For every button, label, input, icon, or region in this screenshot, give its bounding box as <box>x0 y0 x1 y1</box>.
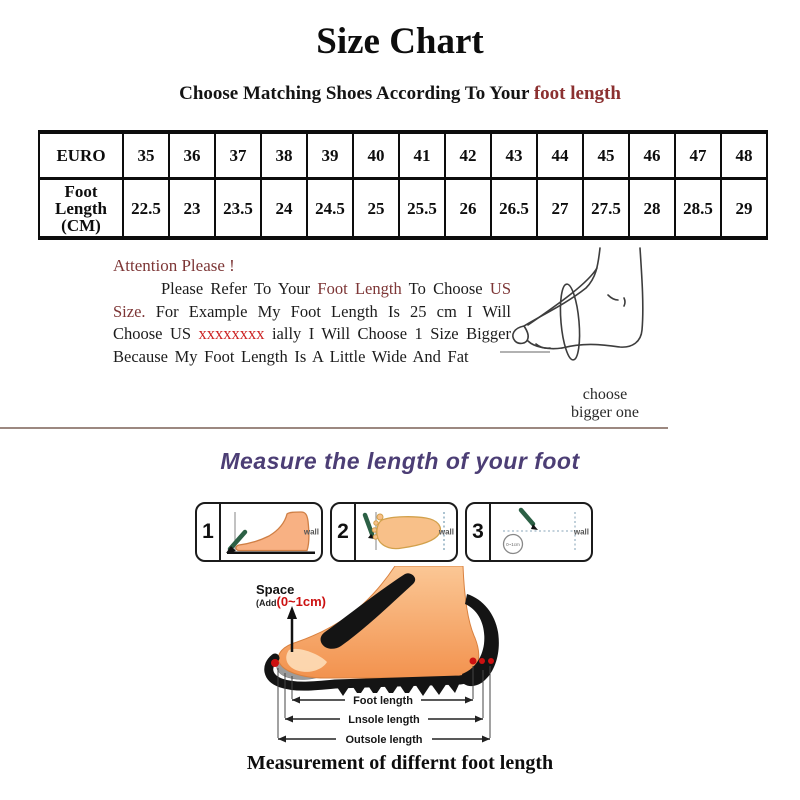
step-number: 1 <box>202 520 214 543</box>
sketch-big-toe <box>513 326 528 343</box>
measure-heading: Measure the length of your foot <box>220 448 580 474</box>
attention-foot-length: Foot Length <box>317 279 402 298</box>
euro-size-cell: 35 <box>123 132 169 179</box>
toe-bump <box>372 528 376 532</box>
attention-paragraph <box>113 278 511 368</box>
footer-caption: Measurement of differnt foot length <box>246 752 554 774</box>
marker-pen-icon <box>521 510 533 524</box>
foot-length-label: Foot length <box>353 695 413 707</box>
sketch-ankle-tick-2 <box>624 298 625 306</box>
space-range: (0~1cm) <box>276 594 326 609</box>
choose-bigger-line2: bigger one <box>571 404 639 421</box>
subtitle-highlight: foot length <box>533 83 621 104</box>
size-table <box>38 130 768 240</box>
measure-steps <box>195 502 593 562</box>
foot-sketch-illustration <box>500 238 725 378</box>
step-panel-2 <box>330 502 458 562</box>
outsole-length-label: Outsole length <box>345 734 423 746</box>
euro-size-cell: 40 <box>353 132 399 179</box>
footprint-top-view <box>377 517 441 549</box>
foot-length-cell: 25 <box>353 179 399 239</box>
foot-length-cell: 26.5 <box>491 179 537 239</box>
wall-label: wall <box>438 527 454 537</box>
heel-point-dot <box>470 658 477 665</box>
euro-size-cell: 43 <box>491 132 537 179</box>
foot-length-cell: 25.5 <box>399 179 445 239</box>
euro-size-cell: 45 <box>583 132 629 179</box>
toe-bump <box>373 535 377 539</box>
euro-size-cell: 44 <box>537 132 583 179</box>
euro-size-cell: 47 <box>675 132 721 179</box>
measure-circle-label: 0~1cm <box>506 542 520 547</box>
euro-size-cell: 38 <box>261 132 307 179</box>
space-allowance-label <box>256 584 326 609</box>
foot-length-dimension <box>292 693 473 707</box>
foot-length-cell: 26 <box>445 179 491 239</box>
sketch-instep-line <box>528 268 597 325</box>
sketch-leg-heel <box>562 248 643 348</box>
euro-row-header: EURO <box>39 132 123 179</box>
foot-length-cell: 23 <box>169 179 215 239</box>
size-table-cm-row <box>39 179 767 239</box>
foot-length-cell: 23.5 <box>215 179 261 239</box>
sketch-toe-bump <box>536 344 550 348</box>
heel-point-dot <box>488 658 494 664</box>
space-word: Space <box>256 582 295 597</box>
foot-length-cell: 24 <box>261 179 307 239</box>
foot-length-cell: 28 <box>629 179 675 239</box>
foot-length-cell: 29 <box>721 179 767 239</box>
toe-point-dot <box>271 659 279 667</box>
attention-us-size: US Size. <box>113 279 511 321</box>
page-title: Size Chart <box>316 21 484 62</box>
euro-size-cell: 36 <box>169 132 215 179</box>
insole-length-dimension <box>285 712 483 726</box>
foot-length-cell: 27 <box>537 179 583 239</box>
choose-bigger-note <box>543 386 667 422</box>
step-number: 3 <box>472 520 484 543</box>
foot-length-cell: 22.5 <box>123 179 169 239</box>
floor-line <box>227 552 315 555</box>
attention-text: To Choose <box>401 279 490 298</box>
foot-length-cell: 28.5 <box>675 179 721 239</box>
attention-text: Please Refer To Your <box>161 279 318 298</box>
wall-label: wall <box>573 527 589 537</box>
size-table-euro-row <box>39 132 767 179</box>
space-add-prefix: (Add <box>256 598 277 608</box>
attention-title: Attention Please ! <box>113 256 235 275</box>
cm-row-header: Foot Length (CM) <box>39 179 123 239</box>
section-divider <box>0 427 668 429</box>
subtitle-text: Choose Matching Shoes According To Your <box>179 83 534 104</box>
subtitle <box>0 83 800 105</box>
foot-length-cell: 24.5 <box>307 179 353 239</box>
attention-section <box>113 256 511 368</box>
euro-size-cell: 48 <box>721 132 767 179</box>
euro-size-cell: 37 <box>215 132 261 179</box>
step-panel-3 <box>465 502 593 562</box>
sketch-leg-front <box>524 248 600 326</box>
euro-size-cell: 39 <box>307 132 353 179</box>
step-panel-1 <box>195 502 323 562</box>
step-number: 2 <box>337 520 349 543</box>
toe-bump <box>377 514 383 520</box>
euro-size-cell: 46 <box>629 132 675 179</box>
euro-size-cell: 42 <box>445 132 491 179</box>
euro-size-cell: 41 <box>399 132 445 179</box>
foot-length-cell: 27.5 <box>583 179 629 239</box>
attention-redacted-x: xxxxxxxx <box>198 324 265 343</box>
toe-bump <box>374 521 378 525</box>
insole-length-label: Lnsole length <box>348 714 420 726</box>
heel-point-dot <box>479 658 485 664</box>
marker-pen-icon <box>365 515 372 534</box>
attention-text: ially I Will Choose 1 Size Bigger Because My Foot Length Is A Little Wide And Fat <box>113 324 511 366</box>
sketch-ankle-tick-1 <box>608 295 618 300</box>
choose-bigger-line1: choose <box>582 386 628 403</box>
outsole-length-dimension <box>278 732 490 746</box>
attention-text: For Example My Foot Length Is 25 cm I Will Choose US <box>113 301 511 343</box>
wall-label: wall <box>303 527 319 537</box>
